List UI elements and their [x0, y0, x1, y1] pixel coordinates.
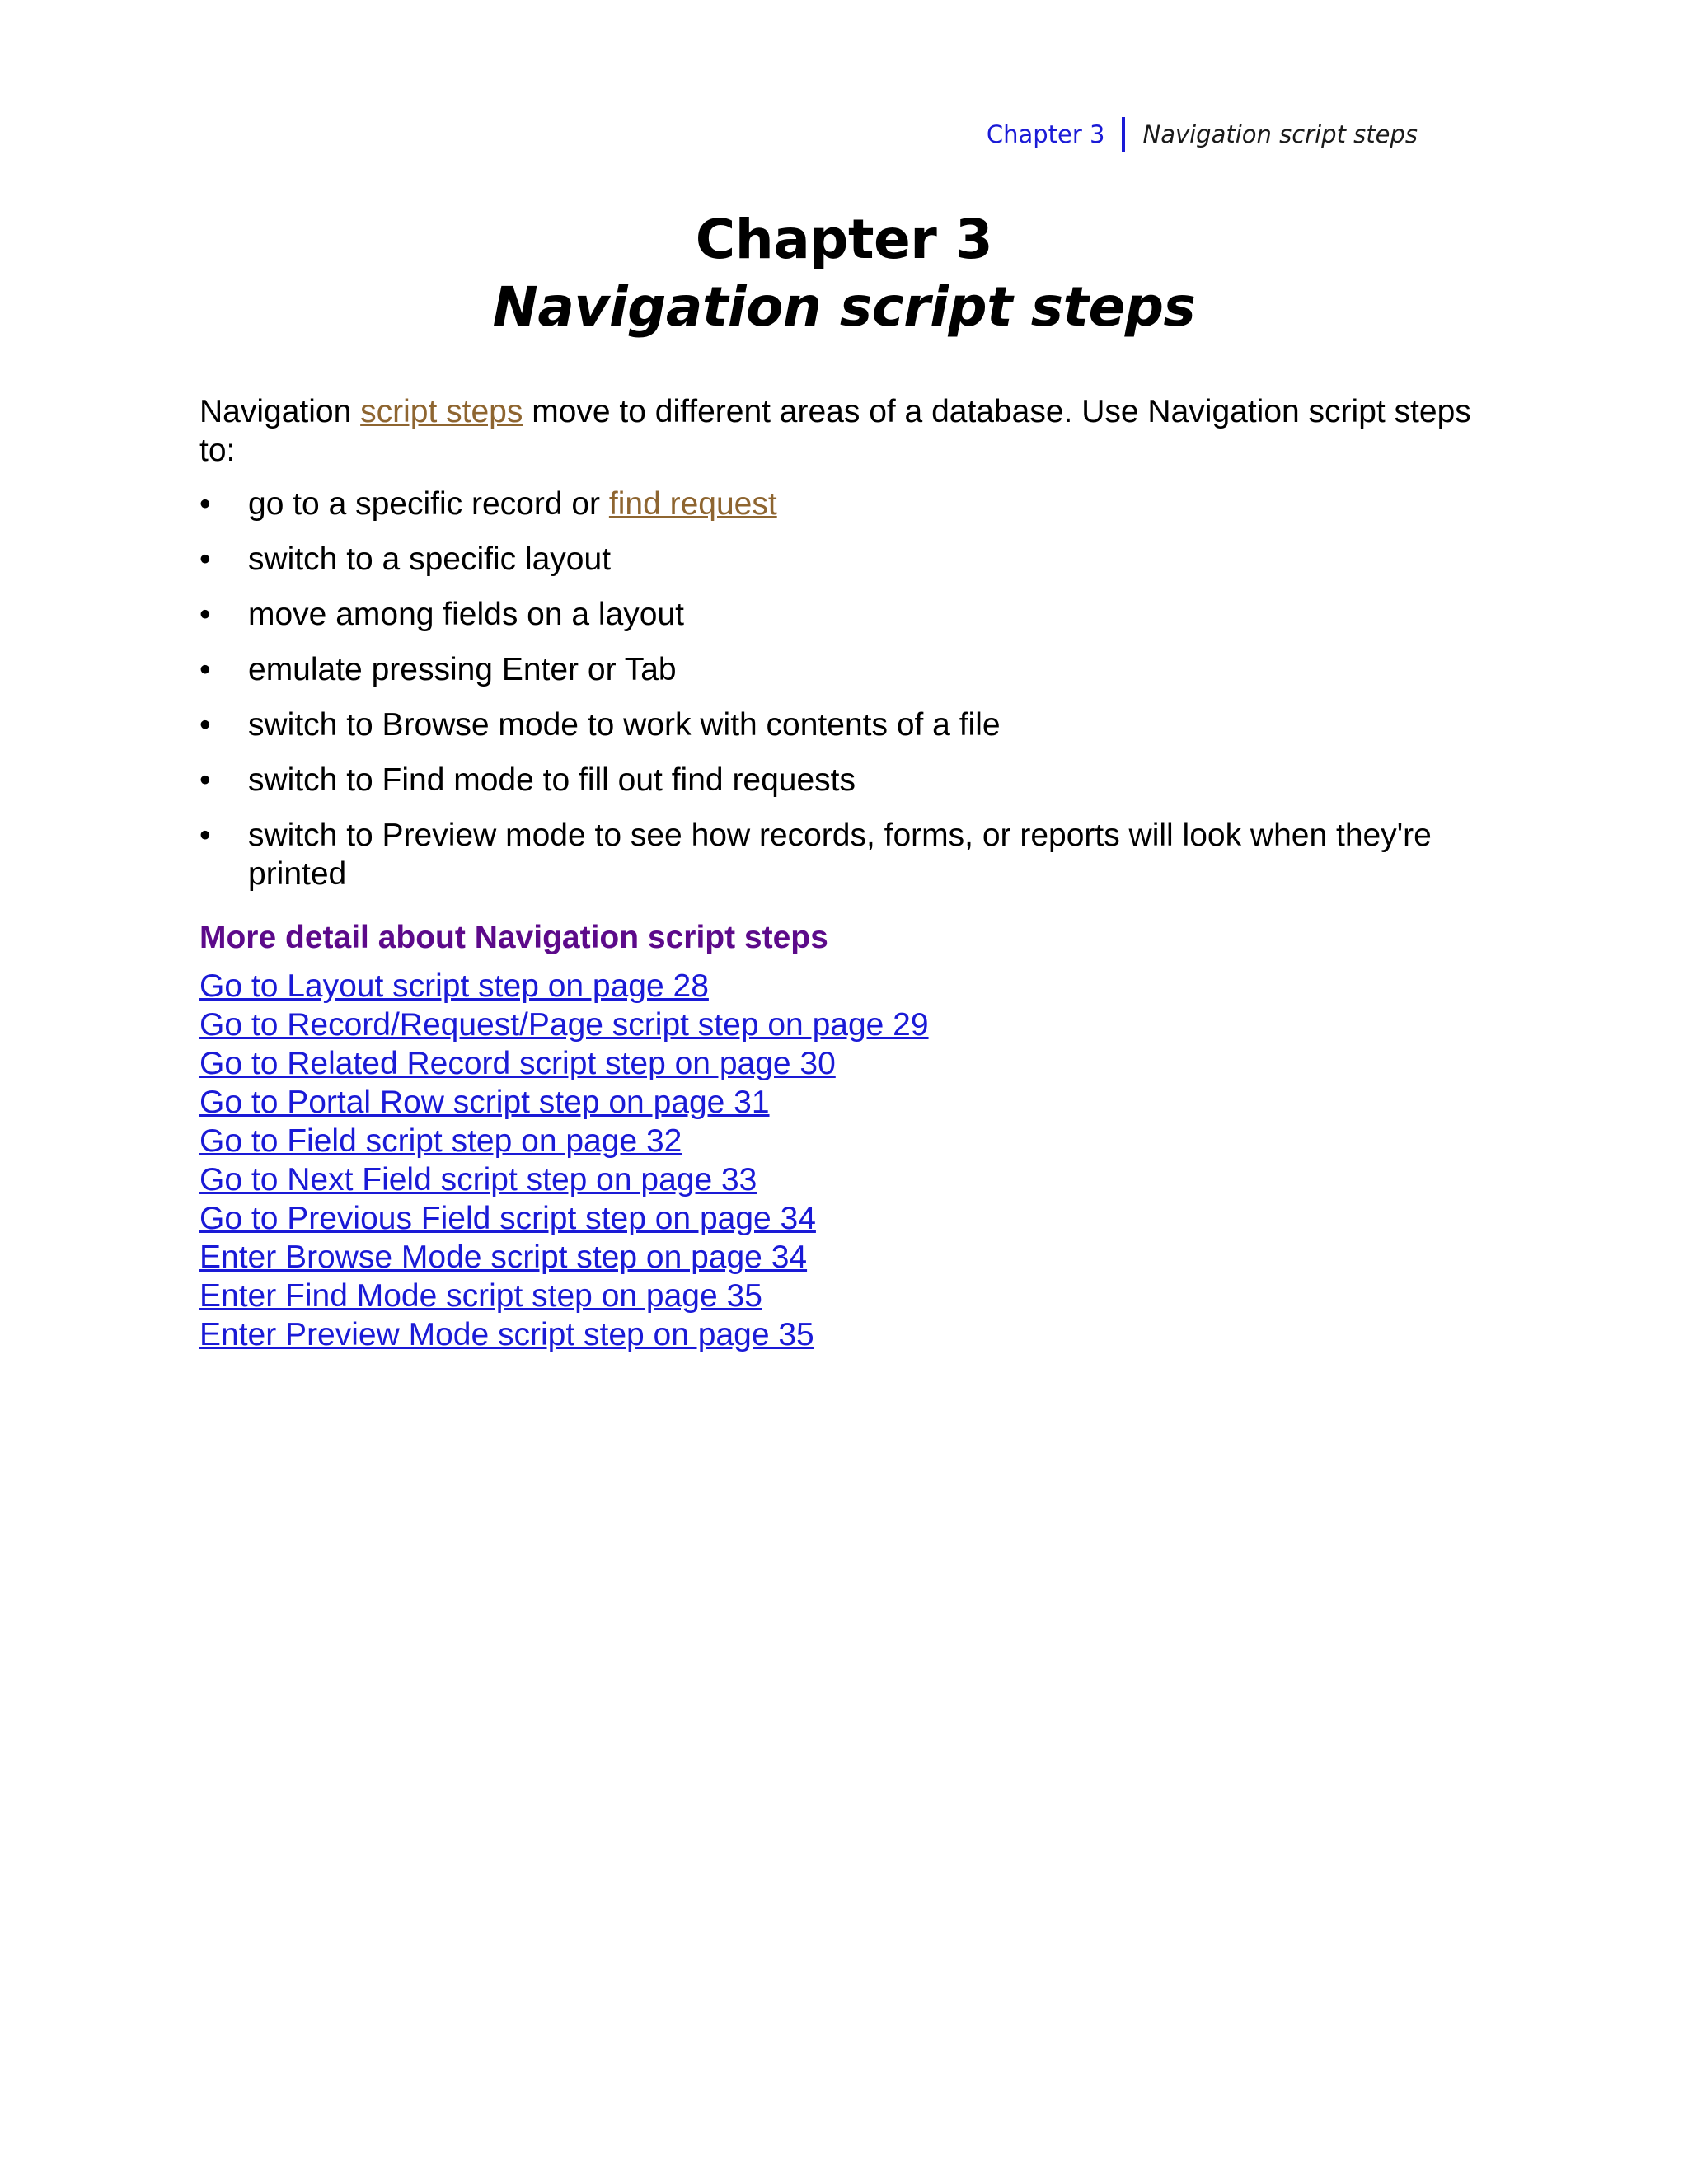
- list-item: [199, 705, 1502, 744]
- main-content: [199, 392, 1502, 1354]
- bullet-icon: •: [199, 541, 211, 577]
- list-item-text: switch to Browse mode to work with contents of a file: [248, 707, 1001, 743]
- enter-browse-mode-link[interactable]: Enter Browse Mode script step on page 34: [199, 1240, 808, 1275]
- running-header-section: Navigation script steps: [1142, 120, 1418, 148]
- bullet-icon: •: [199, 762, 211, 798]
- go-to-field-link[interactable]: Go to Field script step on page 32: [199, 1123, 682, 1159]
- intro-paragraph: [199, 392, 1502, 470]
- enter-preview-mode-link[interactable]: Enter Preview Mode script step on page 35: [199, 1317, 814, 1352]
- related-topics-links: [199, 967, 1502, 1354]
- intro-suffix: move to different areas of a database. Use Navigation script steps to:: [199, 394, 1471, 468]
- script-steps-link[interactable]: script steps: [360, 394, 523, 429]
- go-to-record-request-page-link[interactable]: Go to Record/Request/Page script step on page 29: [199, 1007, 929, 1043]
- running-header-divider: [1122, 117, 1125, 152]
- list-item-text: emulate pressing Enter or Tab: [248, 652, 677, 687]
- list-item: [199, 761, 1502, 799]
- bullet-icon: •: [199, 597, 211, 632]
- bullet-icon: •: [199, 707, 211, 743]
- go-to-related-record-link[interactable]: Go to Related Record script step on page 30: [199, 1046, 836, 1081]
- list-item-text: switch to a specific layout: [248, 541, 612, 577]
- chapter-title: Navigation script steps: [492, 275, 1196, 339]
- list-item-text: switch to Preview mode to see how records, forms, or reports will look when they're printed: [248, 818, 1432, 892]
- bullet-list: [199, 485, 1502, 893]
- list-item-text: move among fields on a layout: [248, 597, 684, 632]
- list-item-text: go to a specific record or: [248, 486, 609, 522]
- enter-find-mode-link[interactable]: Enter Find Mode script step on page 35: [199, 1278, 762, 1314]
- find-request-link[interactable]: find request: [608, 486, 777, 522]
- go-to-previous-field-link[interactable]: Go to Previous Field script step on page 34: [199, 1201, 816, 1236]
- running-header-chapter: Chapter 3: [986, 120, 1105, 148]
- bullet-icon: •: [199, 652, 211, 687]
- list-item: [199, 595, 1502, 634]
- chapter-number: Chapter 3: [695, 208, 993, 271]
- running-header: [987, 114, 1418, 155]
- intro-prefix: Navigation: [199, 394, 361, 429]
- go-to-next-field-link[interactable]: Go to Next Field script step on page 33: [199, 1162, 757, 1197]
- bullet-icon: •: [199, 486, 211, 522]
- list-item: [199, 816, 1502, 893]
- go-to-layout-link[interactable]: Go to Layout script step on page 28: [199, 968, 709, 1004]
- bullet-icon: •: [199, 818, 211, 853]
- list-item: [199, 485, 1502, 523]
- more-detail-heading: More detail about Navigation script steps: [199, 920, 828, 955]
- chapter-heading: [0, 206, 1688, 341]
- list-item-text: switch to Find mode to fill out find requests: [248, 762, 856, 798]
- list-item: [199, 540, 1502, 579]
- go-to-portal-row-link[interactable]: Go to Portal Row script step on page 31: [199, 1085, 770, 1120]
- list-item: [199, 650, 1502, 689]
